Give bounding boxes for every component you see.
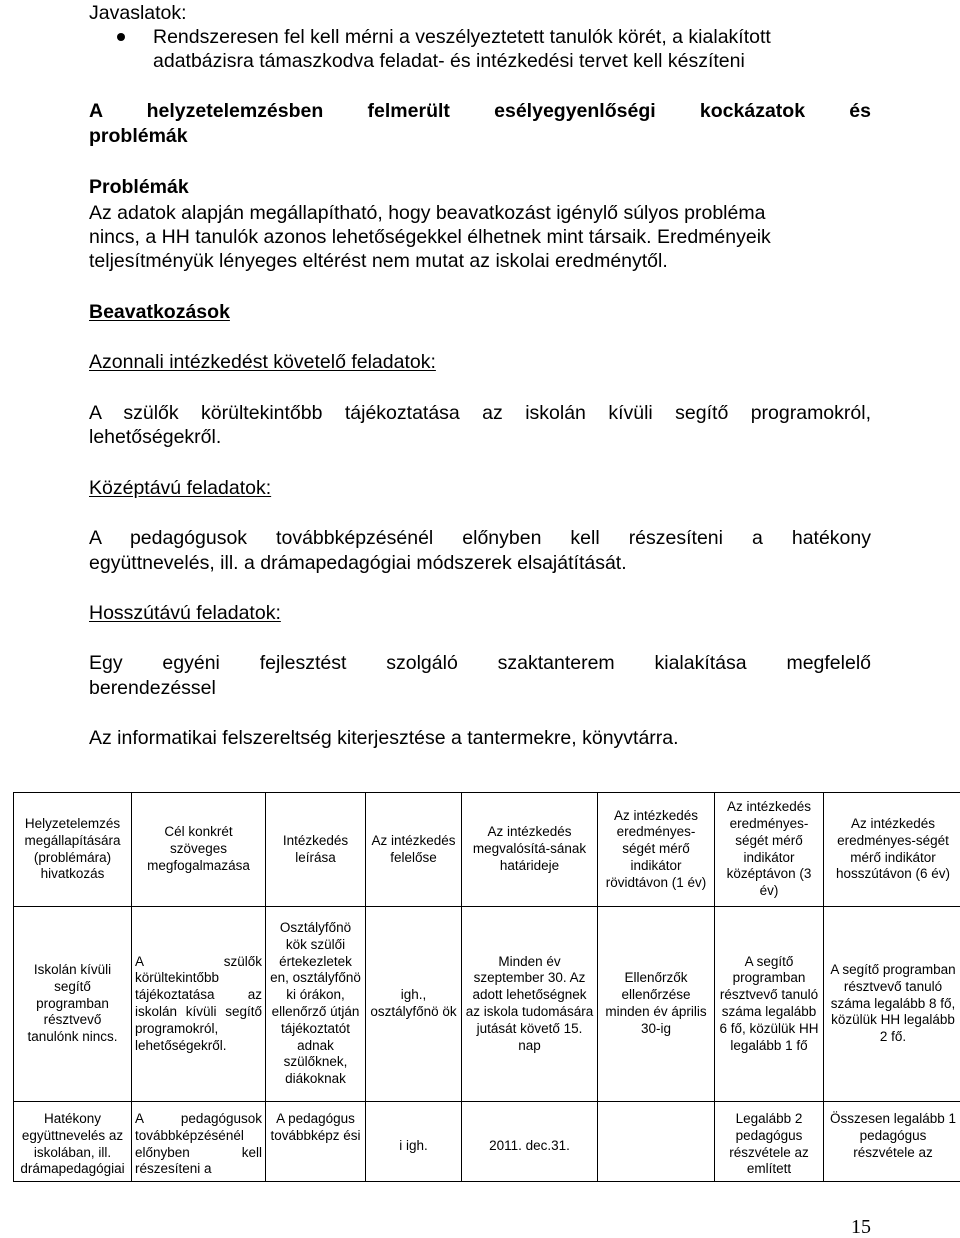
table-cell: Ellenőrzők ellenőrzése minden év április 30-ig — [598, 907, 715, 1102]
header-cell: Az intézkedés eredményes-ségét mérő indikátor középtávon (3 év) — [715, 793, 824, 907]
table-cell: A szülők körültekintőbb tájékoztatása az iskolán kívüli segítő programokról, lehetőségekről. — [132, 907, 266, 1102]
table-cell: Összesen legalább 1 pedagógus részvétele az — [824, 1102, 960, 1182]
azonnali-line-1: A szülők körültekintőbb tájékoztatása az iskolán kívüli segítő programokról, — [89, 401, 871, 425]
problemak-line-2: nincs, a HH tanulók azonos lehetőségekkel élhetnek mint társaik. Eredményeik — [89, 225, 771, 249]
problemak-heading: Problémák — [89, 175, 189, 199]
action-plan-table — [13, 792, 960, 1182]
hosszutavu-line-2: berendezéssel — [89, 676, 216, 700]
hosszutavu-heading: Hosszútávú feladatok: — [89, 601, 281, 625]
table-cell: i igh. — [366, 1102, 462, 1182]
azonnali-line-2: lehetőségekről. — [89, 425, 221, 449]
beavatkozasok-heading: Beavatkozások — [89, 300, 230, 324]
azonnali-heading: Azonnali intézkedést követelő feladatok: — [89, 350, 436, 374]
table-cell — [598, 1102, 715, 1182]
header-cell: Helyzetelemzés megállapítására (problémára) hivatkozás — [14, 793, 132, 907]
table-header-row — [14, 793, 960, 907]
header-cell: Az intézkedés eredményes-ségét mérő indikátor rövidtávon (1 év) — [598, 793, 715, 907]
problemak-line-3: teljesítményük lényeges eltérést nem mutat az iskolai eredménytől. — [89, 249, 668, 273]
table-row — [14, 907, 960, 1102]
table-cell: A segítő programban résztvevő tanuló száma legalább 6 fő, közülük HH legalább 1 fő — [715, 907, 824, 1102]
bullet-icon — [117, 33, 125, 41]
header-cell: Az intézkedés megvalósítá-sának határideje — [462, 793, 598, 907]
table-cell: A pedagógus továbbképz ési — [266, 1102, 366, 1182]
kozeptavu-heading: Középtávú feladatok: — [89, 476, 271, 500]
table-cell: 2011. dec.31. — [462, 1102, 598, 1182]
table-cell: A pedagógusok továbbképzésénél előnyben kell részesíteni a — [132, 1102, 266, 1182]
table-cell: igh., osztályfőnö ök — [366, 907, 462, 1102]
javaslat-line-1: Rendszeresen fel kell mérni a veszélyeztetett tanulók körét, a kialakított — [153, 25, 771, 49]
page-number: 15 — [851, 1216, 871, 1238]
table-cell: Legalább 2 pedagógus részvétele az említett — [715, 1102, 824, 1182]
table-cell: A segítő programban résztvevő tanuló száma legalább 8 fő, közülük HH legalább 2 fő. — [824, 907, 960, 1102]
table-row — [14, 1102, 960, 1182]
problemak-line-1: Az adatok alapján megállapítható, hogy beavatkozást igénylő súlyos probléma — [89, 201, 765, 225]
kozeptavu-line-2: együttnevelés, ill. a drámapedagógiai módszerek elsajátítását. — [89, 551, 627, 575]
hosszutavu-line-1: Egy egyéni fejlesztést szolgáló szaktanterem kialakítása megfelelő — [89, 651, 871, 675]
header-cell: Az intézkedés eredményes-ségét mérő indikátor hosszútávon (6 év) — [824, 793, 960, 907]
javaslat-line-2: adatbázisra támaszkodva feladat- és intézkedési tervet kell készíteni — [153, 49, 745, 73]
header-cell: Az intézkedés felelőse — [366, 793, 462, 907]
section-title-line-2: problémák — [89, 124, 188, 148]
table-cell: Osztályfőnö kök szülői értekezletek en, osztályfőnö ki órákon, ellenőrző útján tájékoztatót adnak szülőknek, diákoknak — [266, 907, 366, 1102]
table-cell: Iskolán kívüli segítő programban résztvevő tanulónk nincs. — [14, 907, 132, 1102]
section-title-line-1: A helyzetelemzésben felmerült esélyegyenlőségi kockázatok és — [89, 99, 871, 123]
table-cell: Minden év szeptember 30. Az adott lehetőségnek az iskola tudomására jutását követő 15. nap — [462, 907, 598, 1102]
kozeptavu-line-1: A pedagógusok továbbképzésénél előnyben kell részesíteni a hatékony — [89, 526, 871, 550]
table-cell: Hatékony együttnevelés az iskolában, ill. drámapedagógiai — [14, 1102, 132, 1182]
hosszutavu-line-3: Az informatikai felszereltség kiterjesztése a tantermekre, könyvtárra. — [89, 726, 679, 750]
header-cell: Cél konkrét szöveges megfogalmazása — [132, 793, 266, 907]
header-cell: Intézkedés leírása — [266, 793, 366, 907]
javaslatok-heading: Javaslatok: — [89, 1, 187, 25]
